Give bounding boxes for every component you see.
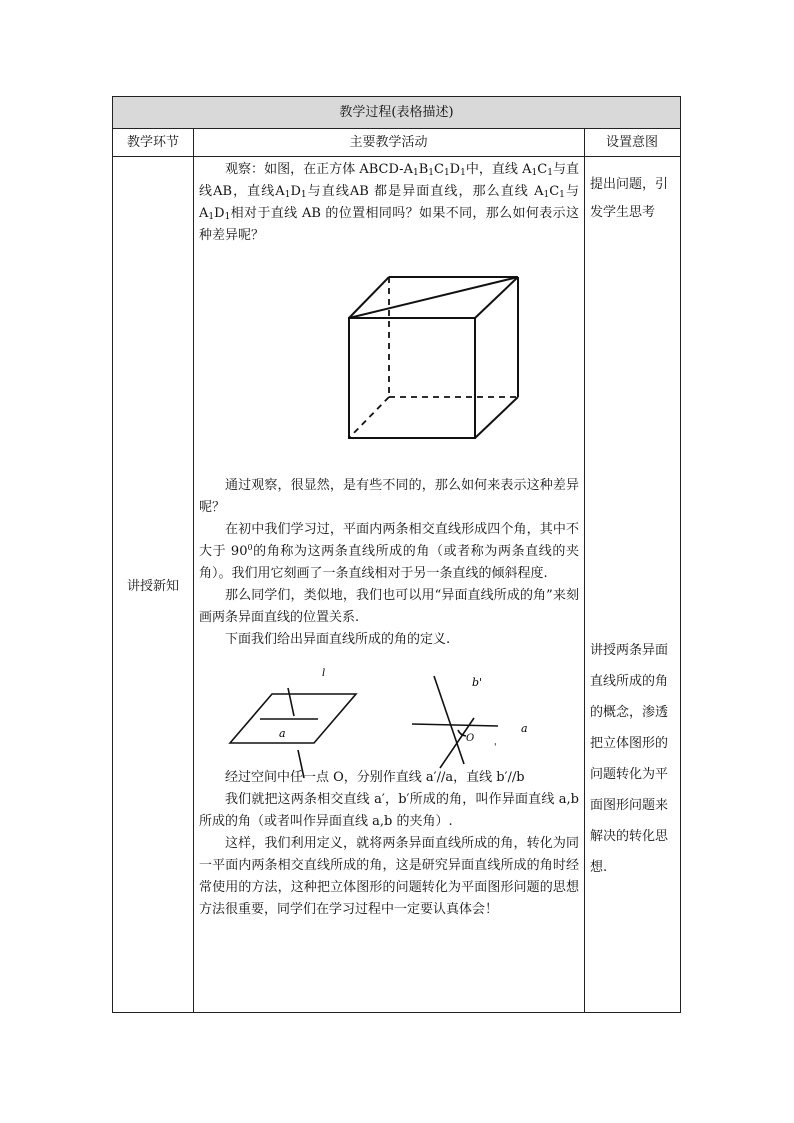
paragraph-define-angle: 我们就把这两条相交直线 a′，b′所成的角，叫作异面直线 a,b 所成的角（或者叫作异面直线 a,b 的夹角）.	[199, 792, 579, 829]
stage-cell: 讲授新知	[126, 579, 179, 594]
label-a: a	[279, 727, 286, 740]
teaching-process-table	[112, 96, 681, 1013]
paragraph-observe: 观察：如图，在正方体 ABCD-$A_1B_1C_1D_1$中，直线 $A_1C_1$与直线AB，直线$A_1D_1$与直线AB 都是异面直线，那么直线 $A_1C_1$与 $A_1D_1$相对于直线 AB 的位置相同吗？如果不同，那么如何表示这种差异呢？	[199, 162, 579, 243]
col-activity-header: 主要教学活动	[193, 129, 584, 157]
col-intent-header: 设置意图	[584, 129, 680, 157]
label-tick: '	[494, 743, 497, 753]
paragraph-definition-intro: 下面我们给出异面直线所成的角的定义.	[225, 632, 451, 647]
paragraph-analogy: 那么同学们，类似地，我们也可以用“异面直线所成的角”来刻画两条异面直线的位置关系.	[199, 588, 579, 625]
paragraph-junior: 在初中我们学习过，平面内两条相交直线形成四个角，其中不大于 $90^0$的角称为这两条直线所成的角（或者称为两条直线的夹角）。我们用它刻画了一条直线相对于另一条直线的倾斜程度.	[199, 522, 579, 581]
paragraph-summary: 这样，我们利用定义，就将两条异面直线所成的角，转化为同一平面内两条相交直线所成的角，这是研究异面直线所成的角时经常使用的方法，这种把立体图形的问题转化为平面图形问题的思想方法很重要，同学们在学习过程中一定要认真体会！	[199, 836, 579, 917]
skew-lines-diagram	[222, 660, 552, 780]
label-l: l	[322, 668, 326, 679]
col-stage-header: 教学环节	[113, 129, 193, 157]
paragraph-construct: 经过空间中任一点 O，分别作直线 a′//a，直线 b′//b	[225, 770, 525, 785]
divider	[584, 129, 585, 1012]
intent-cell-a: 提出问题，引发学生思考	[590, 177, 669, 220]
label-b-prime: b'	[472, 676, 483, 689]
label-o: O	[466, 733, 475, 744]
table-title: 教学过程(表格描述)	[113, 97, 680, 129]
paragraph-observation: 通过观察，很显然，是有些不同的，那么如何来表示这种差异呢？	[199, 478, 579, 515]
divider	[193, 129, 194, 1012]
label-a-second: a	[521, 722, 528, 735]
intent-cell-b: 讲授两条异面直线所成的角的概念，渗透把立体图形的问题转化为平面图形问题来解决的转化思想.	[590, 643, 669, 875]
cube-diagram	[340, 270, 530, 450]
